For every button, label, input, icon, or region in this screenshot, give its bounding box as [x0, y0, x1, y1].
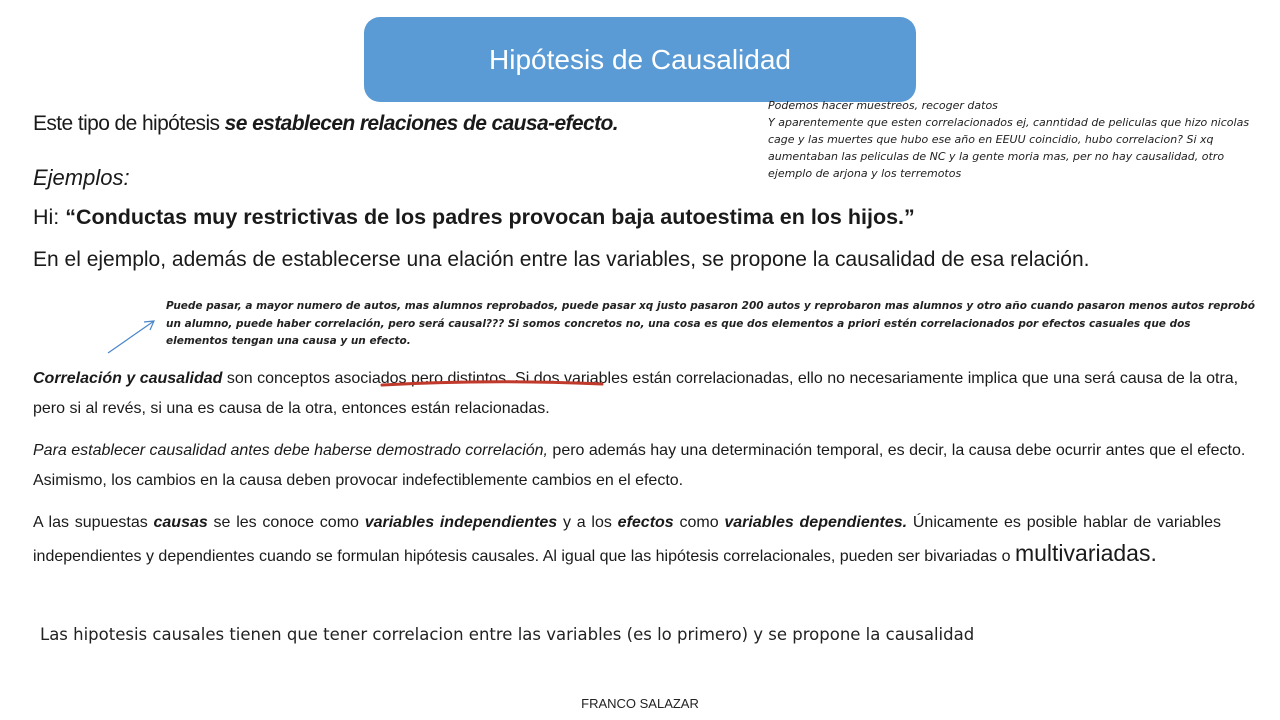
paragraph-variables: [33, 508, 1221, 572]
annotation-underline: [380, 378, 605, 388]
hypothesis-text: “Conductas muy restrictivas de los padres provocan baja autoestima en los hijos.”: [65, 205, 915, 229]
hypothesis-example: [33, 205, 915, 230]
paragraph-correlation: [33, 364, 1263, 424]
p3-b4: variables dependientes.: [724, 514, 908, 531]
p3-t3: y a los: [557, 514, 618, 531]
p3-b2: variables independientes: [364, 514, 558, 531]
speaker-note-top: Podemos hacer muestreos, recoger datos Y aparentemente que esten correlacionados ej, canntidad de peliculas que hizo nicolas cage y las muertes que hubo ese año en EEUU coincidio, hubo correlacion? Si xq aumentaban las peliculas de NC y la gente moria mas, per no hay causalidad, otro ejemplo de arjona y los terremotos: [768, 99, 1250, 180]
paragraph-causality: [33, 436, 1263, 496]
p3-b3: efectos: [617, 514, 674, 531]
p2-italic: Para establecer causalidad antes debe haberse demostrado correlación,: [33, 442, 548, 459]
p2-text: pero además hay una determinación temporal, es decir, la causa debe ocurrir antes que el efecto. Asimismo, los cambios en la causa deben provocar indefectiblemente cambios en el efecto.: [33, 442, 1246, 489]
hypothesis-prefix: Hi:: [33, 205, 66, 229]
annotation-arrow-icon: [104, 315, 164, 357]
intro-text: [33, 112, 618, 136]
intro-emphasis: se establecen relaciones de causa-efecto.: [224, 112, 618, 135]
p1-underlined: asociados pero distintos: [334, 370, 507, 387]
p1-term: Correlación y causalidad: [33, 370, 223, 387]
p3-b1: causas: [153, 514, 208, 531]
explanation-text: En el ejemplo, además de establecerse una elación entre las variables, se propone la causalidad de esa relación.: [33, 248, 1090, 271]
p3-t5: Únicamente es posible hablar de variables independientes y dependientes cuando se formulan hipótesis causales. Al igual que las hipótesis correlacionales, pueden ser bivariadas o: [33, 514, 1222, 565]
speaker-note-bottom: Las hipotesis causales tienen que tener correlacion entre las variables (es lo primero) y se propone la causalidad: [40, 625, 975, 644]
p3-big: multivariadas.: [1014, 540, 1157, 566]
intro-normal: Este tipo de hipótesis: [33, 112, 225, 135]
p1-text-a: son conceptos: [222, 370, 335, 387]
p3-t4: como: [673, 514, 725, 531]
slide-title: Hipótesis de Causalidad: [489, 43, 791, 75]
examples-heading: Ejemplos:: [33, 165, 130, 190]
footer-author: FRANCO SALAZAR: [581, 696, 699, 711]
speaker-note-middle: Puede pasar, a mayor numero de autos, mas alumnos reprobados, puede pasar xq justo pasaron 200 autos y reprobaron mas alumnos y otro año cuando pasaron menos autos reprobó un alumno, puede haber correlación, pero será causal??? Si somos concretos no, una cosa es que dos elementos a priori estén correlacionados por efectos casuales que dos elementos tengan una causa y un efecto.: [166, 300, 1255, 347]
title-box: [364, 17, 916, 102]
p3-t2: se les conoce como: [207, 514, 365, 531]
p3-t1: A las supuestas: [33, 514, 154, 531]
p1-text-b: . Si dos variables están correlacionadas, ello no necesariamente implica que una será causa de la otra, pero si al revés, si una es causa de la otra, entonces están relacionadas.: [33, 370, 1239, 417]
